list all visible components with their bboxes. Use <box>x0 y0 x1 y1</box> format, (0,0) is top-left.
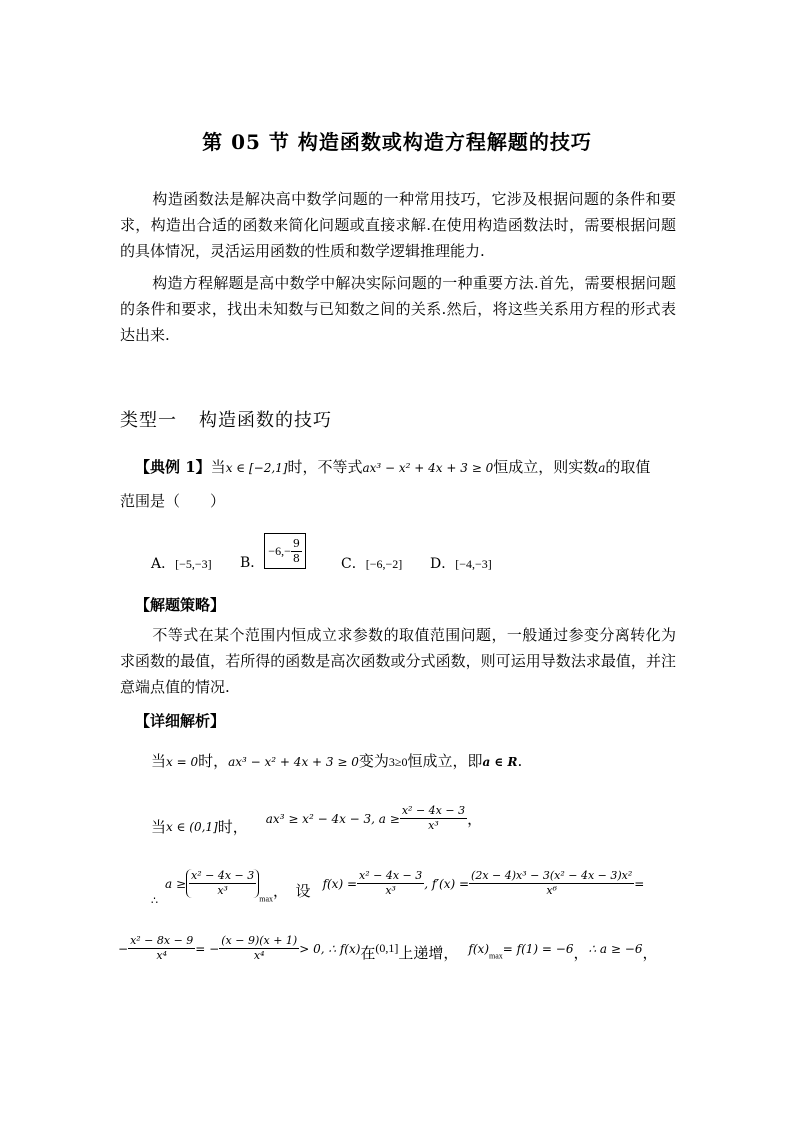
analysis-text: 变为 <box>358 752 389 770</box>
analysis-fraction-denominator: x⁴ <box>156 949 167 962</box>
analysis-fraction-numerator: (2x − 4)x³ − 3(x² − 4x − 3)x² <box>471 869 633 882</box>
analysis-subscript: max <box>489 951 503 961</box>
option-c-letter: C． <box>341 556 366 572</box>
option-b-letter: B． <box>240 555 265 571</box>
therefore-symbol: ∴ <box>151 894 158 907</box>
example-math-inequality: ax³ − x² + 4x + 3 ≥ 0 <box>362 461 494 475</box>
example-label: 【典例 1】 <box>135 458 211 476</box>
analysis-fraction-numerator: (x − 9)(x + 1) <box>221 934 298 947</box>
analysis-fraction-numerator: x² − 4x − 3 <box>191 869 255 882</box>
analysis-math: ∴ a ≥ −6 <box>588 941 643 956</box>
intro-paragraph-2 <box>120 270 676 348</box>
option-b <box>240 530 306 572</box>
analysis-math: ax³ − x² + 4x + 3 ≥ 0 <box>228 755 359 769</box>
analysis-text: 在 <box>360 944 376 962</box>
analysis-fraction-denominator: x⁴ <box>253 949 265 962</box>
analysis-fraction-denominator: x⁶ <box>546 884 557 897</box>
analysis-fraction <box>400 804 467 833</box>
analysis-math: ax³ ≥ x² − 4x − 3, a ≥ <box>265 811 400 826</box>
page-title: 第 05 节 构造函数或构造方程解题的技巧 <box>202 130 592 154</box>
analysis-text: ， 设 <box>273 882 311 900</box>
section-heading <box>120 406 332 432</box>
analysis-fraction-numerator: x² − 4x − 3 <box>401 804 466 817</box>
analysis-math: x ∈ (0,1] <box>166 819 218 834</box>
example-text: 的取值 <box>605 458 651 476</box>
example-text: 当 <box>210 458 226 476</box>
analysis-fraction-numerator: x² − 8x − 9 <box>130 934 194 947</box>
analysis-fraction <box>357 869 424 898</box>
strategy-label: 【解题策略】 <box>135 596 226 614</box>
analysis-math: f(x) <box>468 941 489 956</box>
option-b-value-prefix: −6,− <box>268 544 291 558</box>
strategy-paragraph <box>120 622 676 700</box>
analysis-math: , f′(x) = <box>424 876 470 891</box>
analysis-text: ， <box>573 944 589 962</box>
analysis-text: ， <box>642 944 658 962</box>
analysis-label: 【详细解析】 <box>135 712 226 730</box>
intro-paragraph-1 <box>120 186 676 264</box>
option-a-letter: A． <box>151 556 176 572</box>
analysis-text: 上递增， <box>398 944 459 962</box>
analysis-fraction <box>219 934 299 963</box>
analysis-line-1 <box>151 750 522 771</box>
analysis-math: > 0, ∴ f(x) <box>299 941 361 956</box>
analysis-text: 当 <box>151 752 167 770</box>
analysis-math: = − <box>195 941 220 956</box>
example-text: 时，不等式 <box>287 458 363 476</box>
analysis-text: 时， <box>198 752 229 770</box>
example-math-a: a <box>598 461 606 475</box>
analysis-line-4 <box>118 934 657 978</box>
analysis-line-2 <box>151 800 482 844</box>
analysis-fraction-denominator: x³ <box>217 884 228 897</box>
analysis-text: 当 <box>151 818 167 836</box>
option-d-value: [−4,−3] <box>455 557 492 571</box>
option-c <box>341 553 402 573</box>
analysis-math: a ∈ R <box>482 755 518 769</box>
analysis-subscript: max <box>259 894 274 904</box>
analysis-text: 恒成立，即 <box>407 752 483 770</box>
section-heading-text: 构造函数的技巧 <box>199 410 332 431</box>
option-b-fraction <box>291 537 302 566</box>
option-c-value: [−6,−2] <box>365 557 403 571</box>
analysis-fraction <box>189 869 256 898</box>
analysis-fraction <box>469 869 634 898</box>
analysis-math: 3≥0 <box>388 755 408 769</box>
analysis-math: a ≥ <box>165 876 187 891</box>
section-heading-type: 类型一 <box>120 410 177 431</box>
analysis-fraction-denominator: x³ <box>428 819 439 832</box>
analysis-text: 时， <box>217 818 248 836</box>
option-b-numerator: 9 <box>292 536 300 550</box>
example-line-2: 范围是（ ） <box>120 492 226 510</box>
analysis-fraction-denominator: x³ <box>385 884 396 897</box>
option-a <box>151 553 212 573</box>
option-b-denominator: 8 <box>292 551 300 565</box>
example-line-1 <box>135 456 650 477</box>
example-math-domain: x ∈ [−2,1] <box>225 461 288 475</box>
option-b-value <box>264 533 306 569</box>
analysis-math: − <box>118 941 129 956</box>
intro-text-2: 构造方程解题是高中数学中解决实际问题的一种重要方法.首先，需要根据问题的条件和要求，找出未知数与已知数之间的关系.然后，将这些关系用方程的形式表达出来. <box>120 274 676 344</box>
analysis-fraction <box>128 934 195 963</box>
option-d-letter: D． <box>430 556 456 572</box>
analysis-paren-group <box>186 869 259 898</box>
analysis-math: (0,1] <box>375 941 399 955</box>
analysis-math: x = 0 <box>166 755 199 769</box>
strategy-text: 不等式在某个范围内恒成立求参数的取值范围问题，一般通过参变分离转化为求函数的最值，若所得的函数是高次函数或分式函数，则可运用导数法求最值，并注意端点值的情况. <box>120 626 676 696</box>
analysis-math: = <box>634 876 645 891</box>
analysis-math: = f(1) = −6 <box>502 941 574 956</box>
option-d <box>430 553 492 573</box>
example-text: 恒成立，则实数 <box>493 458 599 476</box>
analysis-math: f(x) = <box>322 876 358 891</box>
analysis-line-3 <box>151 866 644 910</box>
intro-text-1: 构造函数法是解决高中数学问题的一种常用技巧，它涉及根据问题的条件和要求，构造出合适的函数来简化问题或直接求解.在使用构造函数法时，需要根据问题的具体情况，灵活运用函数的性质和数学逻辑推理能力. <box>120 190 676 260</box>
analysis-text: . <box>517 752 523 770</box>
option-a-value: [−5,−3] <box>175 557 212 571</box>
analysis-text: ， <box>467 810 483 828</box>
analysis-fraction-numerator: x² − 4x − 3 <box>359 869 423 882</box>
